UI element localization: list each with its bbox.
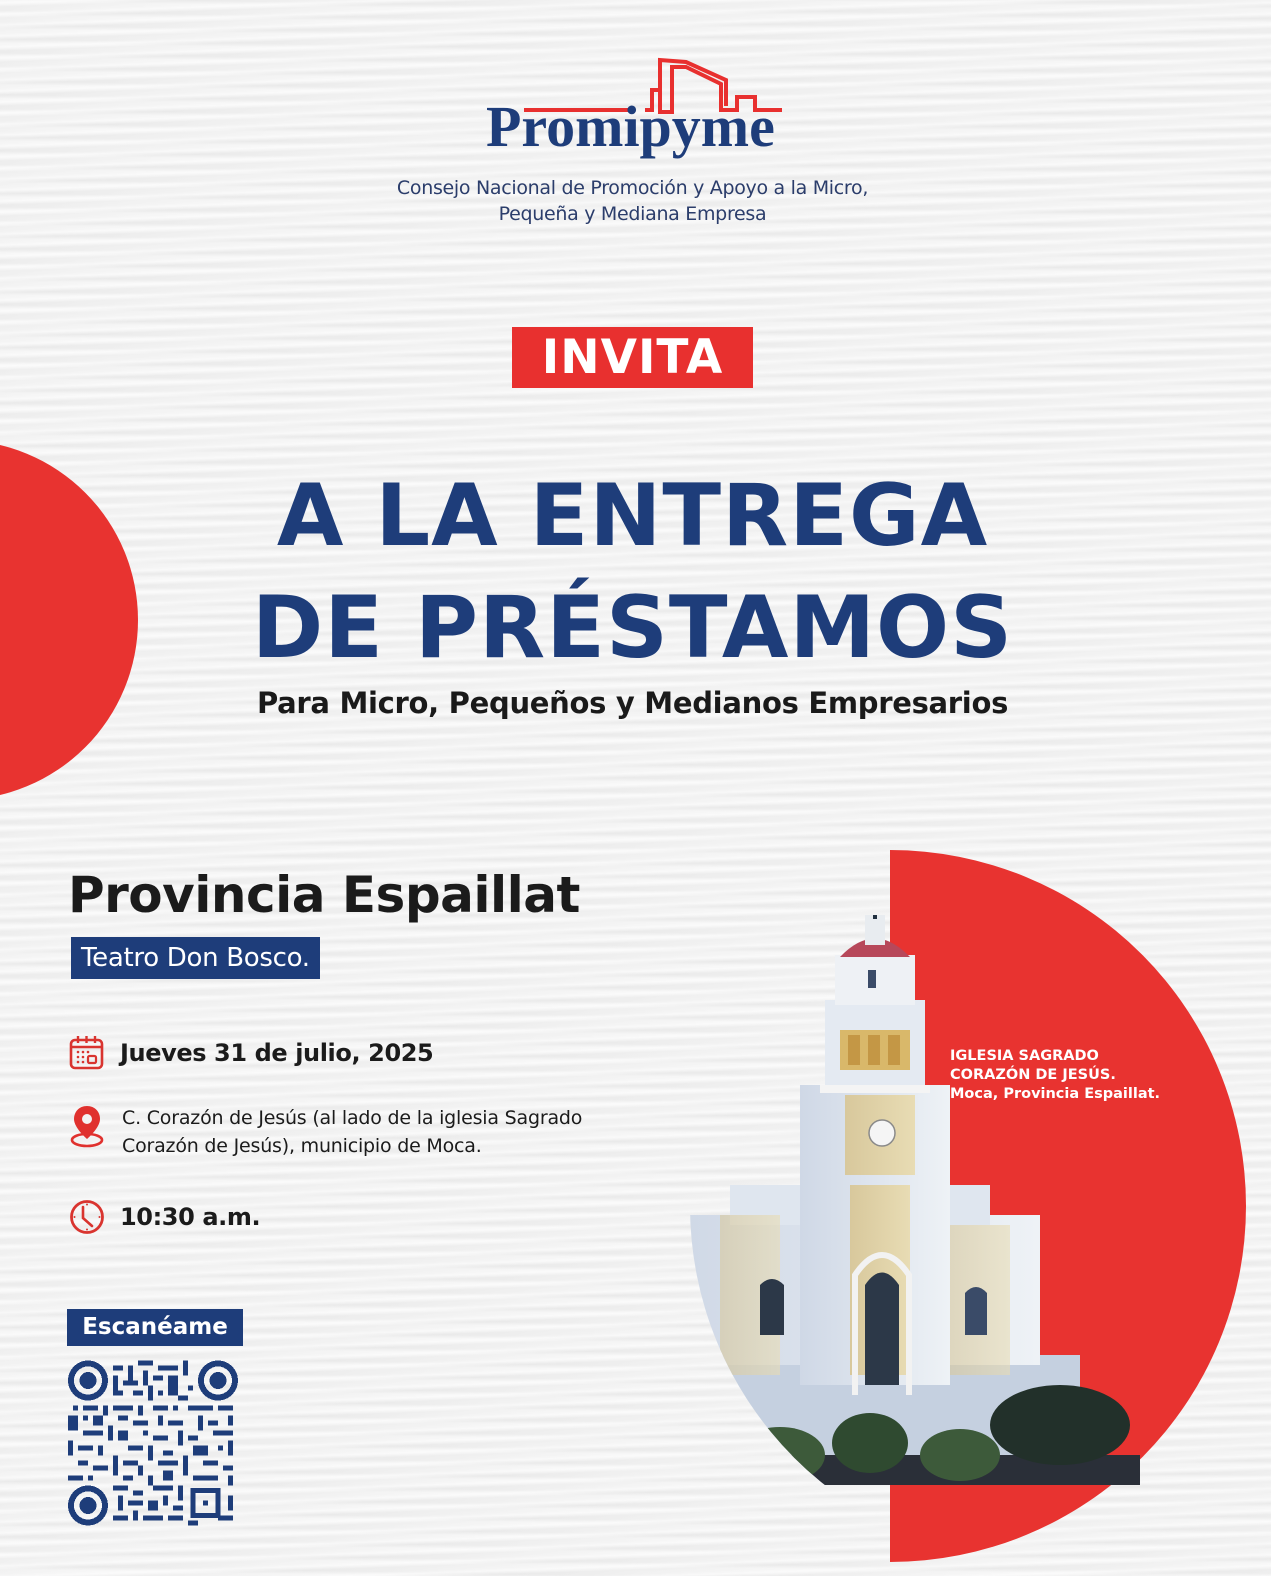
map-pin-icon — [68, 1104, 106, 1148]
scan-me-label: Escanéame — [67, 1309, 243, 1346]
time-text: 10:30 a.m. — [120, 1203, 261, 1231]
subheadline: Para Micro, Pequeños y Medianos Empresarios — [256, 686, 1009, 720]
headline — [0, 460, 1265, 684]
organization-name: Consejo Nacional de Promoción y Apoyo a la Micro, Pequeña y Mediana Empresa — [396, 177, 869, 225]
calendar-icon — [68, 1034, 106, 1072]
church-illustration — [660, 915, 1140, 1485]
date-text: Jueves 31 de julio, 2025 — [120, 1039, 434, 1067]
headline-line1: A LA ENTREGA — [276, 466, 989, 566]
clock-icon — [68, 1198, 106, 1236]
qr-code[interactable] — [68, 1360, 238, 1526]
brand-name: Promipyme — [486, 94, 775, 159]
promipyme-logo — [0, 0, 1271, 240]
province-title: Provincia Espaillat — [68, 866, 580, 924]
event-date — [68, 1034, 433, 1072]
invita-badge: INVITA — [512, 327, 753, 388]
event-time — [68, 1198, 260, 1236]
event-location — [68, 1104, 582, 1160]
address-text: C. Corazón de Jesús (al lado de la iglesia Sagrado Corazón de Jesús), municipio de Moca. — [122, 1107, 583, 1157]
venue-badge: Teatro Don Bosco. — [71, 937, 320, 979]
church-caption: IGLESIA SAGRADO CORAZÓN DE JESÚS. Moca, Provincia Espaillat. — [950, 1048, 1161, 1102]
headline-line2: DE PRÉSTAMOS — [251, 578, 1014, 678]
